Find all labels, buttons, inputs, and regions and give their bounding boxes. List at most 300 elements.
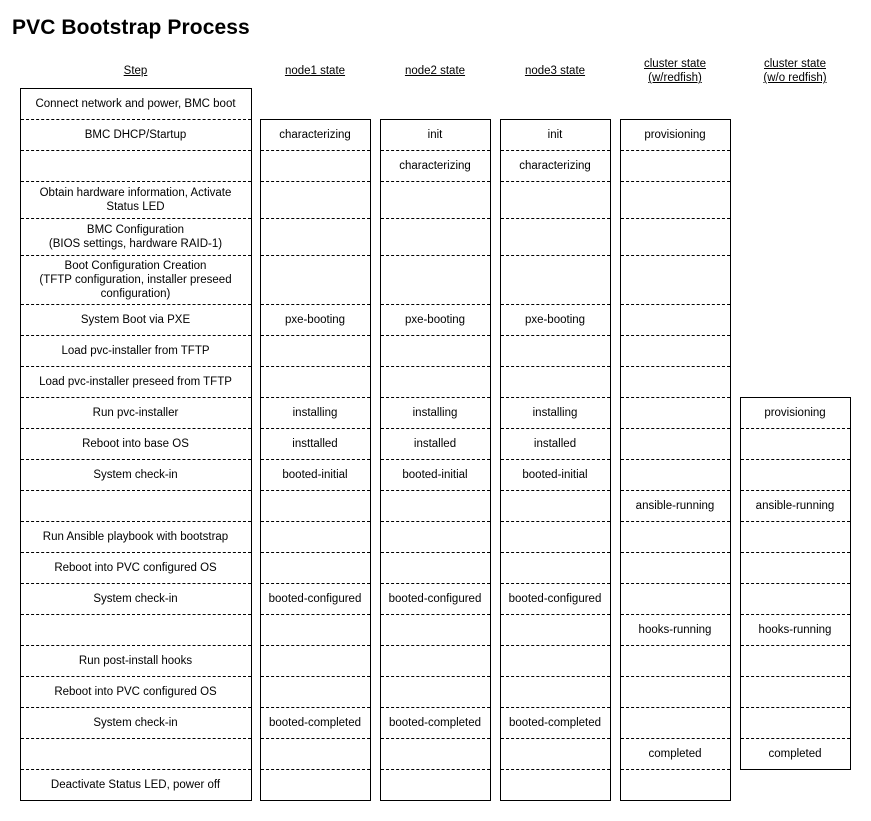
table-row	[0, 151, 871, 182]
table-row	[0, 460, 871, 491]
node1-state-cell	[260, 584, 370, 615]
spacer-cell	[370, 219, 380, 256]
step-label: System check-in	[93, 592, 178, 605]
node3-state-cell	[500, 460, 610, 491]
state-label: init	[547, 128, 563, 141]
spacer-cell	[850, 367, 871, 398]
node1-state-cell	[260, 182, 370, 219]
spacer-cell	[370, 398, 380, 429]
node1-state-cell	[260, 553, 370, 584]
spacer-cell	[490, 305, 500, 336]
node3-state-cell	[500, 336, 610, 367]
spacer-cell	[730, 739, 740, 770]
step-label: Reboot into PVC configured OS	[54, 685, 217, 698]
node3-state-cell	[500, 553, 610, 584]
step-label: System check-in	[93, 716, 178, 729]
cluster-state-without-redfish-cell	[740, 367, 850, 398]
cluster-state-with-redfish-cell	[620, 120, 730, 151]
cluster-state-with-redfish-cell	[620, 584, 730, 615]
spacer-cell	[0, 615, 20, 646]
node3-state-cell	[500, 584, 610, 615]
step-cell	[20, 182, 251, 219]
cluster-state-with-redfish-cell	[620, 522, 730, 553]
node1-state-cell	[260, 677, 370, 708]
cluster-state-with-redfish-cell	[620, 219, 730, 256]
step-cell	[20, 398, 251, 429]
table-body	[0, 89, 871, 801]
spacer-cell	[370, 256, 380, 305]
spacer-cell	[730, 336, 740, 367]
state-label: booted-initial	[522, 468, 588, 481]
node3-state-cell	[500, 646, 610, 677]
spacer-cell	[850, 491, 871, 522]
node1-state-cell	[260, 305, 370, 336]
spacer-cell	[610, 182, 620, 219]
table-row	[0, 522, 871, 553]
cluster-state-without-redfish-cell	[740, 219, 850, 256]
spacer-cell	[610, 646, 620, 677]
state-label: booted-configured	[268, 592, 362, 605]
spacer-cell	[490, 584, 500, 615]
column-header-node2: node2 state	[404, 65, 466, 78]
spacer-cell	[610, 491, 620, 522]
spacer-cell	[251, 305, 260, 336]
cluster-state-with-redfish-cell	[620, 89, 730, 120]
cluster-state-without-redfish-cell	[740, 615, 850, 646]
spacer-cell	[251, 522, 260, 553]
spacer-cell	[610, 89, 620, 120]
spacer-cell	[370, 491, 380, 522]
spacer-cell	[610, 770, 620, 801]
column-header-step: Step	[123, 64, 148, 77]
spacer-cell	[610, 708, 620, 739]
header-row	[0, 56, 871, 89]
node2-state-cell	[380, 429, 490, 460]
spacer-cell	[251, 89, 260, 120]
node1-state-cell	[260, 460, 370, 491]
state-label: provisioning	[644, 128, 706, 141]
node2-state-cell	[380, 151, 490, 182]
spacer-cell	[251, 491, 260, 522]
spacer-cell	[370, 367, 380, 398]
step-cell	[20, 429, 251, 460]
step-cell	[20, 491, 251, 522]
spacer-cell	[251, 256, 260, 305]
cluster-state-with-redfish-cell	[620, 615, 730, 646]
spacer-cell	[370, 429, 380, 460]
node3-state-cell	[500, 151, 610, 182]
spacer-cell	[0, 219, 20, 256]
table-row	[0, 219, 871, 256]
spacer-cell	[370, 646, 380, 677]
spacer-cell	[850, 219, 871, 256]
step-cell	[20, 89, 251, 120]
cluster-state-with-redfish-cell	[620, 367, 730, 398]
spacer-cell	[370, 56, 380, 89]
spacer-cell	[0, 336, 20, 367]
table-row	[0, 256, 871, 305]
node3-state-cell	[500, 615, 610, 646]
node3-state-cell	[500, 677, 610, 708]
cluster-state-without-redfish-cell	[740, 708, 850, 739]
spacer-cell	[490, 677, 500, 708]
step-label: Run pvc-installer	[92, 406, 179, 419]
cluster-state-with-redfish-cell	[620, 256, 730, 305]
spacer-cell	[490, 708, 500, 739]
spacer-cell	[490, 256, 500, 305]
spacer-cell	[730, 151, 740, 182]
cluster-state-without-redfish-cell	[740, 646, 850, 677]
spacer-cell	[490, 491, 500, 522]
step-label: Reboot into base OS	[82, 437, 189, 450]
cluster-state-with-redfish-cell	[620, 398, 730, 429]
state-label: booted-initial	[402, 468, 468, 481]
spacer-cell	[0, 398, 20, 429]
state-label: hooks-running	[638, 623, 712, 636]
spacer-cell	[251, 646, 260, 677]
spacer-cell	[730, 770, 740, 801]
node2-state-cell	[380, 256, 490, 305]
spacer-cell	[251, 219, 260, 256]
step-cell	[20, 120, 251, 151]
cluster-state-without-redfish-cell	[740, 89, 850, 120]
node2-state-cell	[380, 739, 490, 770]
spacer-cell	[850, 256, 871, 305]
spacer-cell	[0, 739, 20, 770]
cluster-state-with-redfish-cell	[620, 151, 730, 182]
spacer-cell	[490, 367, 500, 398]
table-row	[0, 646, 871, 677]
step-label: Load pvc-installer from TFTP	[61, 344, 210, 357]
node3-state-cell	[500, 398, 610, 429]
node1-state-cell	[260, 120, 370, 151]
spacer-cell	[251, 367, 260, 398]
spacer-cell	[0, 367, 20, 398]
state-label: characterizing	[279, 128, 351, 141]
cluster-state-without-redfish-cell	[740, 336, 850, 367]
column-header-cluster-with-redfish-main: cluster state	[644, 57, 706, 70]
node1-state-cell	[260, 491, 370, 522]
node2-state-cell	[380, 770, 490, 801]
column-header-cluster-with-redfish	[620, 56, 730, 89]
spacer-cell	[730, 182, 740, 219]
column-header-cluster-without-redfish-main: cluster state	[764, 57, 826, 70]
table-row	[0, 553, 871, 584]
step-label: System Boot via PXE	[80, 313, 191, 326]
cluster-state-without-redfish-cell	[740, 151, 850, 182]
node2-state-cell	[380, 491, 490, 522]
node3-state-cell	[500, 770, 610, 801]
spacer-cell	[0, 677, 20, 708]
spacer-cell	[610, 677, 620, 708]
state-label: completed	[648, 747, 702, 760]
spacer-cell	[370, 739, 380, 770]
spacer-cell	[0, 89, 20, 120]
node3-state-cell	[500, 522, 610, 553]
spacer-cell	[730, 89, 740, 120]
spacer-cell	[490, 615, 500, 646]
table-row	[0, 120, 871, 151]
cluster-state-with-redfish-cell	[620, 677, 730, 708]
spacer-cell	[730, 677, 740, 708]
node3-state-cell	[500, 256, 610, 305]
cluster-state-with-redfish-cell	[620, 553, 730, 584]
step-label: Run post-install hooks	[78, 654, 193, 667]
spacer-cell	[610, 429, 620, 460]
spacer-cell	[370, 89, 380, 120]
step-label: Obtain hardware information, Activate Status LED	[39, 186, 232, 213]
spacer-cell	[251, 429, 260, 460]
node1-state-cell	[260, 429, 370, 460]
state-label: booted-completed	[388, 716, 482, 729]
column-header-cluster-with-redfish-sub: (w/redfish)	[648, 72, 702, 85]
column-header-node1: node1 state	[284, 65, 346, 78]
spacer-cell	[251, 584, 260, 615]
cluster-state-with-redfish-cell	[620, 708, 730, 739]
table-row	[0, 305, 871, 336]
table-row	[0, 367, 871, 398]
step-cell	[20, 151, 251, 182]
spacer-cell	[370, 120, 380, 151]
node1-state-cell	[260, 367, 370, 398]
spacer-cell	[730, 305, 740, 336]
node2-state-cell	[380, 89, 490, 120]
state-label: pxe-booting	[404, 313, 466, 326]
spacer-cell	[730, 584, 740, 615]
step-label: Connect network and power, BMC boot	[35, 97, 236, 110]
table-row	[0, 491, 871, 522]
spacer-cell	[490, 770, 500, 801]
spacer-cell	[730, 429, 740, 460]
spacer-cell	[730, 460, 740, 491]
spacer-cell	[490, 398, 500, 429]
cluster-state-without-redfish-cell	[740, 770, 850, 801]
node3-state-cell	[500, 708, 610, 739]
node1-state-cell	[260, 219, 370, 256]
spacer-cell	[0, 182, 20, 219]
spacer-cell	[490, 182, 500, 219]
spacer-cell	[610, 398, 620, 429]
cluster-state-without-redfish-cell	[740, 522, 850, 553]
step-label: BMC Configuration (BIOS settings, hardware RAID-1)	[48, 223, 223, 250]
spacer-cell	[610, 739, 620, 770]
table-row	[0, 615, 871, 646]
spacer-cell	[730, 367, 740, 398]
state-label: installed	[533, 437, 577, 450]
spacer-cell	[0, 256, 20, 305]
cluster-state-without-redfish-cell	[740, 460, 850, 491]
spacer-cell	[0, 553, 20, 584]
table-row	[0, 89, 871, 120]
spacer-cell	[0, 708, 20, 739]
node2-state-cell	[380, 522, 490, 553]
state-label: insttalled	[292, 437, 338, 450]
spacer-cell	[370, 336, 380, 367]
spacer-cell	[610, 219, 620, 256]
state-label: booted-completed	[508, 716, 602, 729]
node2-state-cell	[380, 182, 490, 219]
step-cell	[20, 522, 251, 553]
spacer-cell	[850, 429, 871, 460]
table-row	[0, 398, 871, 429]
spacer-cell	[610, 151, 620, 182]
node2-state-cell	[380, 219, 490, 256]
step-cell	[20, 770, 251, 801]
step-label: Deactivate Status LED, power off	[50, 778, 221, 791]
state-label: characterizing	[519, 159, 591, 172]
table-row	[0, 708, 871, 739]
cluster-state-without-redfish-cell	[740, 305, 850, 336]
spacer-cell	[490, 522, 500, 553]
spacer-cell	[850, 336, 871, 367]
spacer-cell	[0, 460, 20, 491]
step-label: System check-in	[93, 468, 178, 481]
spacer-cell	[610, 553, 620, 584]
step-label: Run Ansible playbook with bootstrap	[42, 530, 229, 543]
state-label: booted-completed	[268, 716, 362, 729]
node1-state-cell	[260, 256, 370, 305]
cluster-state-with-redfish-cell	[620, 646, 730, 677]
spacer-cell	[251, 398, 260, 429]
table-row	[0, 336, 871, 367]
spacer-cell	[610, 336, 620, 367]
node3-state-cell	[500, 219, 610, 256]
state-label: hooks-running	[758, 623, 832, 636]
spacer-cell	[0, 770, 20, 801]
spacer-cell	[370, 615, 380, 646]
cluster-state-without-redfish-cell	[740, 182, 850, 219]
state-label: pxe-booting	[284, 313, 346, 326]
step-cell	[20, 336, 251, 367]
spacer-cell	[850, 584, 871, 615]
spacer-cell	[370, 770, 380, 801]
spacer-cell	[251, 739, 260, 770]
step-cell	[20, 677, 251, 708]
step-label: Load pvc-installer preseed from TFTP	[39, 375, 232, 388]
node1-state-cell	[260, 770, 370, 801]
node1-state-cell	[260, 739, 370, 770]
spacer-cell	[610, 120, 620, 151]
spacer-cell	[490, 336, 500, 367]
node3-state-cell	[500, 305, 610, 336]
state-label: init	[427, 128, 443, 141]
spacer-cell	[730, 56, 740, 89]
node3-state-cell	[500, 89, 610, 120]
spacer-cell	[850, 646, 871, 677]
spacer-cell	[610, 256, 620, 305]
cluster-state-without-redfish-cell	[740, 553, 850, 584]
spacer-cell	[370, 553, 380, 584]
spacer-cell	[730, 219, 740, 256]
state-label: installing	[532, 406, 578, 419]
spacer-cell	[0, 646, 20, 677]
table-row	[0, 739, 871, 770]
spacer-cell	[850, 305, 871, 336]
node3-state-cell	[500, 120, 610, 151]
spacer-cell	[730, 553, 740, 584]
spacer-cell	[850, 120, 871, 151]
column-header-cluster-without-redfish-sub: (w/o redfish)	[763, 72, 827, 85]
cluster-state-with-redfish-cell	[620, 182, 730, 219]
step-cell	[20, 646, 251, 677]
spacer-cell	[370, 182, 380, 219]
node2-state-cell	[380, 553, 490, 584]
spacer-cell	[610, 56, 620, 89]
cluster-state-without-redfish-cell	[740, 584, 850, 615]
spacer-cell	[251, 553, 260, 584]
spacer-cell	[850, 615, 871, 646]
spacer-cell	[850, 708, 871, 739]
spacer-cell	[850, 56, 871, 89]
spacer-cell	[370, 677, 380, 708]
spacer-cell	[0, 305, 20, 336]
step-label: BMC DHCP/Startup	[84, 128, 187, 141]
spacer-cell	[370, 584, 380, 615]
spacer-cell	[490, 739, 500, 770]
spacer-cell	[490, 56, 500, 89]
spacer-cell	[730, 256, 740, 305]
spacer-cell	[850, 89, 871, 120]
step-cell	[20, 553, 251, 584]
node2-state-cell	[380, 398, 490, 429]
node2-state-cell	[380, 708, 490, 739]
node3-state-cell	[500, 739, 610, 770]
spacer-cell	[850, 151, 871, 182]
node3-state-cell	[500, 182, 610, 219]
node1-state-cell	[260, 89, 370, 120]
spacer-cell	[0, 491, 20, 522]
node2-state-cell	[380, 615, 490, 646]
spacer-cell	[730, 646, 740, 677]
step-cell	[20, 367, 251, 398]
node2-state-cell	[380, 646, 490, 677]
node3-state-cell	[500, 367, 610, 398]
step-label: Boot Configuration Creation (TFTP configuration, installer preseed configuration)	[39, 259, 232, 300]
state-label: provisioning	[764, 406, 826, 419]
state-label: booted-configured	[388, 592, 482, 605]
spacer-cell	[251, 460, 260, 491]
state-label: pxe-booting	[524, 313, 586, 326]
spacer-cell	[730, 491, 740, 522]
cluster-state-with-redfish-cell	[620, 770, 730, 801]
spacer-cell	[730, 398, 740, 429]
spacer-cell	[251, 56, 260, 89]
cluster-state-with-redfish-cell	[620, 305, 730, 336]
spacer-cell	[730, 708, 740, 739]
cluster-state-with-redfish-cell	[620, 739, 730, 770]
spacer-cell	[730, 615, 740, 646]
table-row	[0, 182, 871, 219]
spacer-cell	[730, 522, 740, 553]
spacer-cell	[850, 460, 871, 491]
spacer-cell	[610, 305, 620, 336]
cluster-state-without-redfish-cell	[740, 491, 850, 522]
spacer-cell	[850, 398, 871, 429]
cluster-state-with-redfish-cell	[620, 460, 730, 491]
spacer-cell	[251, 336, 260, 367]
spacer-cell	[490, 553, 500, 584]
node3-state-cell	[500, 429, 610, 460]
bootstrap-process-table-wrapper	[0, 56, 871, 801]
cluster-state-with-redfish-cell	[620, 336, 730, 367]
spacer-cell	[370, 305, 380, 336]
state-label: installed	[413, 437, 457, 450]
node2-state-cell	[380, 305, 490, 336]
step-cell	[20, 305, 251, 336]
cluster-state-without-redfish-cell	[740, 739, 850, 770]
node1-state-cell	[260, 398, 370, 429]
column-header-node3: node3 state	[524, 65, 586, 78]
